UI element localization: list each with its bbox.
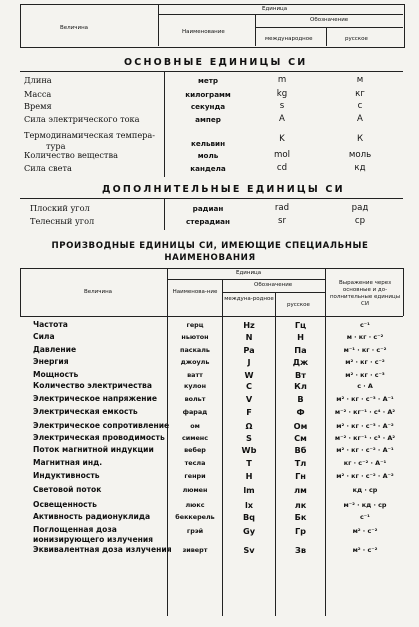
si-expression: м² · кг · с⁻² · А⁻² <box>336 472 394 480</box>
header-unit: Единица <box>262 6 288 12</box>
international-symbol: V <box>245 394 253 404</box>
section-title-base: ОСНОВНЫЕ ЕДИНИЦЫ СИ <box>124 57 308 68</box>
divider <box>20 316 403 317</box>
international-symbol: Ω <box>245 421 253 431</box>
russian-symbol: Зв <box>295 545 306 555</box>
quantity-name: Освещенность <box>33 500 97 509</box>
international-symbol: Gy <box>242 526 256 536</box>
russian-symbol: Бк <box>294 512 307 522</box>
divider <box>20 198 403 199</box>
unit-name: герц <box>186 321 204 329</box>
russian-symbol: кд <box>354 163 366 173</box>
unit-name: генри <box>184 472 206 480</box>
divider <box>255 27 403 28</box>
unit-name: сименс <box>181 434 209 442</box>
quantity-name: Частота <box>33 320 68 329</box>
quantity-name: Активность радионуклида <box>33 512 151 521</box>
quantity-name: Световой поток <box>33 485 102 494</box>
divider <box>222 292 325 293</box>
unit-name: килограмм <box>185 90 231 99</box>
international-symbol: s <box>279 101 285 111</box>
si-expression: м² · с⁻² <box>352 527 378 535</box>
quantity-name-cont: ионизирующего излучения <box>33 535 154 544</box>
quantity-name: Электрическое напряжение <box>33 394 157 403</box>
international-symbol: A <box>279 114 285 124</box>
header-quantity: Величина <box>60 25 89 31</box>
si-expression: м · кг · с⁻² <box>346 333 384 341</box>
derived-header-international: междуна-родное <box>224 296 274 302</box>
unit-name: моль <box>197 151 219 160</box>
quantity-name: Плоский угол <box>30 203 90 213</box>
si-expression: кг · с⁻² · А⁻¹ <box>343 459 387 467</box>
quantity-name: Электрическая емкость <box>33 407 138 416</box>
quantity-name: Сила электрического тока <box>24 114 140 124</box>
russian-symbol: Дж <box>292 357 309 367</box>
russian-symbol: Гц <box>294 320 307 330</box>
unit-name: фарад <box>182 408 208 416</box>
divider <box>164 198 165 230</box>
quantity-name: Поглощенная доза <box>33 525 117 534</box>
unit-name: стерадиан <box>186 217 230 226</box>
russian-symbol: Н <box>297 332 304 342</box>
international-symbol: Hz <box>243 320 255 330</box>
international-symbol: Bq <box>242 512 256 522</box>
international-symbol: S <box>246 433 252 443</box>
divider <box>403 268 404 316</box>
russian-symbol: м <box>356 75 364 85</box>
unit-name: ньютон <box>181 333 209 341</box>
derived-header-quantity: Величина <box>84 289 113 295</box>
quantity-name: Давление <box>33 345 77 354</box>
international-symbol: J <box>247 357 251 367</box>
russian-symbol: Ом <box>293 421 308 431</box>
quantity-name: Количество вещества <box>24 150 118 160</box>
russian-symbol: лм <box>294 485 307 495</box>
derived-header-designation: Обозначение <box>254 282 293 288</box>
quantity-name: Количество электричества <box>33 381 152 390</box>
quantity-name: Магнитная инд. <box>33 458 103 467</box>
section-title-derived: ПРОИЗВОДНЫЕ ЕДИНИЦЫ СИ, ИМЕЮЩИЕ СПЕЦИАЛЬНЫЕ НАИМЕНОВАНИЯ <box>51 241 369 263</box>
unit-name: радиан <box>192 204 224 213</box>
derived-header-unit: Единица <box>236 270 262 276</box>
si-expression: с · А <box>357 382 373 390</box>
quantity-name: Электрическое сопротивление <box>33 421 170 430</box>
si-expression: м² · кг · с⁻² <box>345 358 385 366</box>
si-expression: м² · с⁻² <box>352 546 378 554</box>
international-symbol: C <box>245 381 252 391</box>
si-expression: с⁻¹ <box>360 513 370 521</box>
quantity-name: Эквивалентная доза излучения <box>33 545 172 554</box>
international-symbol: T <box>246 458 252 468</box>
russian-symbol: Вб <box>294 445 307 455</box>
international-symbol: kg <box>276 89 288 99</box>
international-symbol: W <box>244 370 254 380</box>
unit-name: вебер <box>184 446 206 454</box>
divider <box>164 71 165 177</box>
divider <box>167 279 325 280</box>
unit-name: джоуль <box>180 358 210 366</box>
quantity-name: Индуктивность <box>33 471 100 480</box>
international-symbol: rad <box>274 203 290 213</box>
international-symbol: F <box>246 407 252 417</box>
international-symbol: cd <box>276 163 288 173</box>
unit-name: секунда <box>190 102 226 111</box>
unit-name: кулон <box>184 382 206 390</box>
unit-name: кельвин <box>190 139 226 148</box>
russian-symbol: См <box>294 433 307 443</box>
russian-symbol: лк <box>294 500 307 510</box>
quantity-name: Масса <box>24 89 52 99</box>
unit-name: беккерель <box>175 513 215 521</box>
si-expression: м² · кг · с⁻³ <box>345 371 385 379</box>
section-title-supplementary: ДОПОЛНИТЕЛЬНЫЕ ЕДИНИЦЫ СИ <box>102 184 345 195</box>
derived-header-russian: русское <box>287 302 310 308</box>
russian-symbol: В <box>297 394 304 404</box>
international-symbol: K <box>279 134 285 144</box>
international-symbol: Sv <box>243 545 255 555</box>
divider <box>20 268 403 269</box>
derived-header-expression: Выражение через основные и до-полнительные единицы СИ <box>329 280 401 307</box>
unit-name: тесла <box>184 459 206 467</box>
unit-name: ампер <box>195 115 221 124</box>
header-russian: русское <box>345 36 368 42</box>
international-symbol: lm <box>243 485 255 495</box>
si-expression: м⁻² · кг⁻¹ · с³ · А² <box>334 434 396 442</box>
russian-symbol: Кл <box>294 381 307 391</box>
russian-symbol: ср <box>354 216 366 226</box>
russian-symbol: рад <box>351 203 369 213</box>
russian-symbol: Ф <box>296 407 305 417</box>
unit-name: грэй <box>186 527 204 535</box>
russian-symbol: А <box>357 114 363 124</box>
international-symbol: Pa <box>243 345 255 355</box>
russian-symbol: Вт <box>295 370 306 380</box>
quantity-name: Поток магнитной индукции <box>33 445 154 454</box>
quantity-name-cont: тура <box>46 141 66 151</box>
quantity-name: Время <box>24 101 52 111</box>
international-symbol: sr <box>277 216 286 226</box>
unit-name: зиверт <box>182 546 208 554</box>
si-expression: м² · кг · с⁻² · А⁻¹ <box>336 446 394 454</box>
quantity-name: Длина <box>24 75 52 85</box>
header-designation: Обозначение <box>310 17 349 23</box>
divider <box>158 4 159 46</box>
russian-symbol: Тл <box>294 458 307 468</box>
unit-name: ом <box>190 422 200 430</box>
si-expression: с⁻¹ <box>360 321 370 329</box>
international-symbol: Wb <box>241 445 257 455</box>
quantity-name: Электрическая проводимость <box>33 433 165 442</box>
quantity-name: Мощность <box>33 370 79 379</box>
divider <box>20 71 403 72</box>
divider <box>255 14 256 46</box>
international-symbol: lx <box>244 500 254 510</box>
si-expression: м⁻¹ · кг · с⁻² <box>343 346 387 354</box>
divider <box>326 27 327 46</box>
quantity-name: Энергия <box>33 357 69 366</box>
si-expression: кд · ср <box>352 486 378 494</box>
header-international: международное <box>265 36 313 42</box>
russian-symbol: К <box>356 134 364 144</box>
unit-name: люкс <box>185 501 205 509</box>
unit-name: вольт <box>184 395 206 403</box>
quantity-name: Сила света <box>24 163 72 173</box>
international-symbol: H <box>245 471 253 481</box>
si-expression: м² · кг · с⁻³ · А⁻¹ <box>336 395 394 403</box>
russian-symbol: Гн <box>295 471 306 481</box>
derived-header-name: Наименова-ние <box>172 289 218 295</box>
si-expression: м² · кг · с⁻³ · А⁻² <box>336 422 394 430</box>
russian-symbol: моль <box>348 150 372 160</box>
unit-name: люмен <box>182 486 208 494</box>
unit-name: паскаль <box>180 346 210 354</box>
international-symbol: N <box>245 332 253 342</box>
russian-symbol: с <box>357 101 363 111</box>
quantity-name: Сила <box>33 332 55 341</box>
header-name: Наименование <box>182 29 225 35</box>
divider <box>20 268 21 316</box>
unit-name: ватт <box>187 371 203 379</box>
unit-name: метр <box>197 76 219 85</box>
quantity-name: Термодинамическая темпера- <box>24 130 156 140</box>
russian-symbol: кг <box>355 89 365 99</box>
si-expression: м⁻² · кд · ср <box>343 501 387 509</box>
unit-name: кандела <box>190 164 226 173</box>
quantity-name: Телесный угол <box>30 216 95 226</box>
russian-symbol: Па <box>294 345 307 355</box>
russian-symbol: Гр <box>294 526 307 536</box>
international-symbol: m <box>277 75 287 85</box>
international-symbol: mol <box>273 150 291 160</box>
divider <box>158 14 403 15</box>
si-expression: м⁻² · кг⁻¹ · с⁴ · А² <box>334 408 396 416</box>
